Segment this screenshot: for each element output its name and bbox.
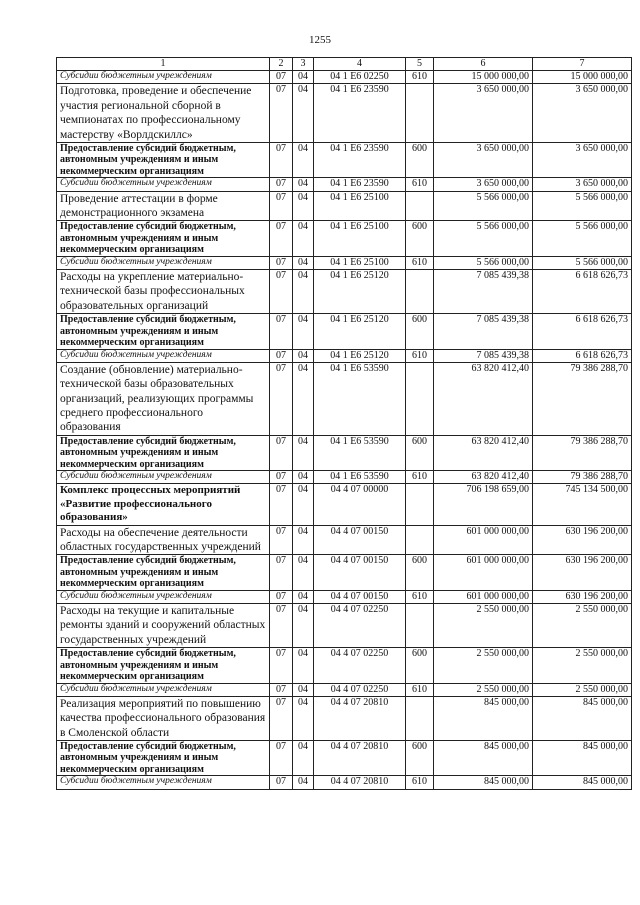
row-name-cell: Субсидии бюджетным учреждениям	[57, 683, 270, 696]
amount-year-2-cell: 745 134 500,00	[533, 484, 632, 525]
amount-year-1-cell: 2 550 000,00	[434, 604, 533, 648]
target-article-cell: 04 4 07 02250	[314, 683, 406, 696]
section-code-cell: 07	[270, 471, 293, 484]
amount-year-2-cell: 5 566 000,00	[533, 256, 632, 269]
column-header-3: 3	[293, 58, 314, 71]
amount-year-1-cell: 15 000 000,00	[434, 71, 533, 84]
section-code-cell: 07	[270, 349, 293, 362]
expense-type-cell: 610	[406, 256, 434, 269]
column-header-2: 2	[270, 58, 293, 71]
subsection-code-cell: 04	[293, 142, 314, 178]
amount-year-2-cell: 6 618 626,73	[533, 270, 632, 314]
table-row	[57, 525, 632, 555]
amount-year-2-cell: 79 386 288,70	[533, 435, 632, 471]
table-row	[57, 776, 632, 789]
section-code-cell: 07	[270, 683, 293, 696]
expense-type-cell: 610	[406, 590, 434, 603]
target-article-cell: 04 4 07 20810	[314, 696, 406, 740]
expense-type-cell	[406, 484, 434, 525]
section-code-cell: 07	[270, 484, 293, 525]
amount-year-2-cell: 3 650 000,00	[533, 178, 632, 191]
section-code-cell: 07	[270, 590, 293, 603]
subsection-code-cell: 04	[293, 648, 314, 684]
table-row	[57, 648, 632, 684]
table-row	[57, 349, 632, 362]
row-name-cell: Предоставление субсидий бюджетным, автономным учреждениям и иным некоммерческим организациям	[57, 435, 270, 471]
row-name-cell: Создание (обновление) материально-технической базы образовательных организаций, реализующих программы среднего профессионального образования	[57, 362, 270, 435]
row-name-cell: Предоставление субсидий бюджетным, автономным учреждениям и иным некоммерческим организациям	[57, 142, 270, 178]
table-row	[57, 604, 632, 648]
amount-year-1-cell: 5 566 000,00	[434, 256, 533, 269]
table-row	[57, 696, 632, 740]
row-name-cell: Предоставление субсидий бюджетным, автономным учреждениям и иным некоммерческим организациям	[57, 648, 270, 684]
target-article-cell: 04 4 07 02250	[314, 648, 406, 684]
row-name-cell: Субсидии бюджетным учреждениям	[57, 471, 270, 484]
budget-table	[56, 57, 632, 790]
row-name-cell: Субсидии бюджетным учреждениям	[57, 349, 270, 362]
table-row	[57, 471, 632, 484]
subsection-code-cell: 04	[293, 590, 314, 603]
table-header-row	[57, 58, 632, 71]
table-row	[57, 590, 632, 603]
row-name-cell: Расходы на укрепление материально-технической базы профессиональных образовательных организаций	[57, 270, 270, 314]
amount-year-2-cell: 3 650 000,00	[533, 84, 632, 143]
target-article-cell: 04 4 07 00150	[314, 590, 406, 603]
target-article-cell: 04 4 07 00150	[314, 525, 406, 555]
subsection-code-cell: 04	[293, 776, 314, 789]
amount-year-1-cell: 601 000 000,00	[434, 555, 533, 591]
section-code-cell: 07	[270, 221, 293, 257]
expense-type-cell: 610	[406, 471, 434, 484]
target-article-cell: 04 1 Е6 23590	[314, 142, 406, 178]
column-header-4: 4	[314, 58, 406, 71]
expense-type-cell	[406, 191, 434, 221]
row-name-cell: Расходы на обеспечение деятельности областных государственных учреждений	[57, 525, 270, 555]
expense-type-cell	[406, 84, 434, 143]
target-article-cell: 04 1 Е6 53590	[314, 471, 406, 484]
table-row	[57, 314, 632, 350]
expense-type-cell: 610	[406, 178, 434, 191]
table-row	[57, 178, 632, 191]
subsection-code-cell: 04	[293, 84, 314, 143]
subsection-code-cell: 04	[293, 683, 314, 696]
target-article-cell: 04 1 Е6 25100	[314, 191, 406, 221]
row-name-cell: Субсидии бюджетным учреждениям	[57, 256, 270, 269]
subsection-code-cell: 04	[293, 435, 314, 471]
table-row	[57, 740, 632, 776]
expense-type-cell: 610	[406, 683, 434, 696]
amount-year-1-cell: 706 198 659,00	[434, 484, 533, 525]
section-code-cell: 07	[270, 270, 293, 314]
amount-year-2-cell: 630 196 200,00	[533, 590, 632, 603]
amount-year-2-cell: 6 618 626,73	[533, 314, 632, 350]
amount-year-2-cell: 845 000,00	[533, 740, 632, 776]
row-name-cell: Предоставление субсидий бюджетным, автономным учреждениям и иным некоммерческим организациям	[57, 740, 270, 776]
amount-year-2-cell: 2 550 000,00	[533, 683, 632, 696]
section-code-cell: 07	[270, 314, 293, 350]
amount-year-2-cell: 845 000,00	[533, 696, 632, 740]
target-article-cell: 04 1 Е6 23590	[314, 178, 406, 191]
table-row	[57, 435, 632, 471]
target-article-cell: 04 1 Е6 23590	[314, 84, 406, 143]
table-row	[57, 484, 632, 525]
row-name-cell: Проведение аттестации в форме демонстрационного экзамена	[57, 191, 270, 221]
section-code-cell: 07	[270, 84, 293, 143]
table-row	[57, 555, 632, 591]
target-article-cell: 04 1 Е6 25120	[314, 270, 406, 314]
table-row	[57, 362, 632, 435]
expense-type-cell: 610	[406, 71, 434, 84]
expense-type-cell	[406, 362, 434, 435]
amount-year-2-cell: 2 550 000,00	[533, 648, 632, 684]
amount-year-2-cell: 79 386 288,70	[533, 471, 632, 484]
section-code-cell: 07	[270, 256, 293, 269]
subsection-code-cell: 04	[293, 604, 314, 648]
amount-year-1-cell: 845 000,00	[434, 696, 533, 740]
row-name-cell: Предоставление субсидий бюджетным, автономным учреждениям и иным некоммерческим организациям	[57, 314, 270, 350]
table-row	[57, 142, 632, 178]
row-name-cell: Субсидии бюджетным учреждениям	[57, 776, 270, 789]
section-code-cell: 07	[270, 740, 293, 776]
page-number: 1255	[309, 34, 331, 46]
target-article-cell: 04 4 07 00150	[314, 555, 406, 591]
amount-year-1-cell: 5 566 000,00	[434, 221, 533, 257]
amount-year-1-cell: 7 085 439,38	[434, 349, 533, 362]
target-article-cell: 04 1 Е6 25120	[314, 349, 406, 362]
section-code-cell: 07	[270, 525, 293, 555]
section-code-cell: 07	[270, 648, 293, 684]
amount-year-2-cell: 15 000 000,00	[533, 71, 632, 84]
amount-year-1-cell: 63 820 412,40	[434, 435, 533, 471]
amount-year-1-cell: 7 085 439,38	[434, 314, 533, 350]
amount-year-1-cell: 5 566 000,00	[434, 191, 533, 221]
amount-year-2-cell: 630 196 200,00	[533, 525, 632, 555]
target-article-cell: 04 1 Е6 02250	[314, 71, 406, 84]
expense-type-cell: 600	[406, 648, 434, 684]
row-name-cell: Подготовка, проведение и обеспечение участия региональной сборной в чемпионатах по профессиональному мастерству «Ворлдскиллс»	[57, 84, 270, 143]
amount-year-1-cell: 63 820 412,40	[434, 362, 533, 435]
target-article-cell: 04 1 Е6 53590	[314, 435, 406, 471]
subsection-code-cell: 04	[293, 221, 314, 257]
section-code-cell: 07	[270, 696, 293, 740]
amount-year-1-cell: 3 650 000,00	[434, 142, 533, 178]
expense-type-cell	[406, 270, 434, 314]
section-code-cell: 07	[270, 71, 293, 84]
section-code-cell: 07	[270, 178, 293, 191]
amount-year-2-cell: 5 566 000,00	[533, 191, 632, 221]
expense-type-cell: 610	[406, 349, 434, 362]
expense-type-cell	[406, 696, 434, 740]
table-row	[57, 191, 632, 221]
row-name-cell: Субсидии бюджетным учреждениям	[57, 590, 270, 603]
target-article-cell: 04 4 07 20810	[314, 740, 406, 776]
amount-year-2-cell: 79 386 288,70	[533, 362, 632, 435]
amount-year-1-cell: 845 000,00	[434, 776, 533, 789]
expense-type-cell: 600	[406, 314, 434, 350]
expense-type-cell: 600	[406, 740, 434, 776]
amount-year-2-cell: 3 650 000,00	[533, 142, 632, 178]
expense-type-cell	[406, 525, 434, 555]
section-code-cell: 07	[270, 604, 293, 648]
amount-year-2-cell: 6 618 626,73	[533, 349, 632, 362]
amount-year-2-cell: 845 000,00	[533, 776, 632, 789]
subsection-code-cell: 04	[293, 191, 314, 221]
subsection-code-cell: 04	[293, 178, 314, 191]
table-row	[57, 84, 632, 143]
expense-type-cell: 600	[406, 221, 434, 257]
amount-year-2-cell: 630 196 200,00	[533, 555, 632, 591]
expense-type-cell	[406, 604, 434, 648]
row-name-cell: Субсидии бюджетным учреждениям	[57, 71, 270, 84]
amount-year-2-cell: 5 566 000,00	[533, 221, 632, 257]
column-header-6: 6	[434, 58, 533, 71]
amount-year-1-cell: 3 650 000,00	[434, 84, 533, 143]
section-code-cell: 07	[270, 191, 293, 221]
target-article-cell: 04 1 Е6 25120	[314, 314, 406, 350]
expense-type-cell: 610	[406, 776, 434, 789]
amount-year-2-cell: 2 550 000,00	[533, 604, 632, 648]
subsection-code-cell: 04	[293, 362, 314, 435]
target-article-cell: 04 4 07 02250	[314, 604, 406, 648]
table-row	[57, 270, 632, 314]
row-name-cell: Реализация мероприятий по повышению качества профессионального образования в Смоленской области	[57, 696, 270, 740]
amount-year-1-cell: 845 000,00	[434, 740, 533, 776]
section-code-cell: 07	[270, 435, 293, 471]
table-body	[57, 71, 632, 789]
subsection-code-cell: 04	[293, 740, 314, 776]
target-article-cell: 04 1 Е6 25100	[314, 256, 406, 269]
table-row	[57, 221, 632, 257]
expense-type-cell: 600	[406, 555, 434, 591]
section-code-cell: 07	[270, 555, 293, 591]
target-article-cell: 04 4 07 20810	[314, 776, 406, 789]
target-article-cell: 04 1 Е6 53590	[314, 362, 406, 435]
row-name-cell: Расходы на текущие и капитальные ремонты зданий и сооружений областных государственных учреждений	[57, 604, 270, 648]
amount-year-1-cell: 2 550 000,00	[434, 648, 533, 684]
subsection-code-cell: 04	[293, 349, 314, 362]
row-name-cell: Комплекс процессных мероприятий «Развитие профессионального образования»	[57, 484, 270, 525]
subsection-code-cell: 04	[293, 555, 314, 591]
subsection-code-cell: 04	[293, 525, 314, 555]
amount-year-1-cell: 2 550 000,00	[434, 683, 533, 696]
target-article-cell: 04 1 Е6 25100	[314, 221, 406, 257]
row-name-cell: Предоставление субсидий бюджетным, автономным учреждениям и иным некоммерческим организациям	[57, 555, 270, 591]
section-code-cell: 07	[270, 142, 293, 178]
amount-year-1-cell: 601 000 000,00	[434, 590, 533, 603]
subsection-code-cell: 04	[293, 696, 314, 740]
table-row	[57, 683, 632, 696]
column-header-7: 7	[533, 58, 632, 71]
target-article-cell: 04 4 07 00000	[314, 484, 406, 525]
expense-type-cell: 600	[406, 435, 434, 471]
subsection-code-cell: 04	[293, 314, 314, 350]
row-name-cell: Предоставление субсидий бюджетным, автономным учреждениям и иным некоммерческим организациям	[57, 221, 270, 257]
amount-year-1-cell: 7 085 439,38	[434, 270, 533, 314]
row-name-cell: Субсидии бюджетным учреждениям	[57, 178, 270, 191]
subsection-code-cell: 04	[293, 471, 314, 484]
subsection-code-cell: 04	[293, 71, 314, 84]
section-code-cell: 07	[270, 776, 293, 789]
subsection-code-cell: 04	[293, 256, 314, 269]
amount-year-1-cell: 63 820 412,40	[434, 471, 533, 484]
subsection-code-cell: 04	[293, 270, 314, 314]
amount-year-1-cell: 3 650 000,00	[434, 178, 533, 191]
table-row	[57, 71, 632, 84]
section-code-cell: 07	[270, 362, 293, 435]
column-header-5: 5	[406, 58, 434, 71]
amount-year-1-cell: 601 000 000,00	[434, 525, 533, 555]
subsection-code-cell: 04	[293, 484, 314, 525]
expense-type-cell: 600	[406, 142, 434, 178]
table-row	[57, 256, 632, 269]
column-header-1: 1	[57, 58, 270, 71]
